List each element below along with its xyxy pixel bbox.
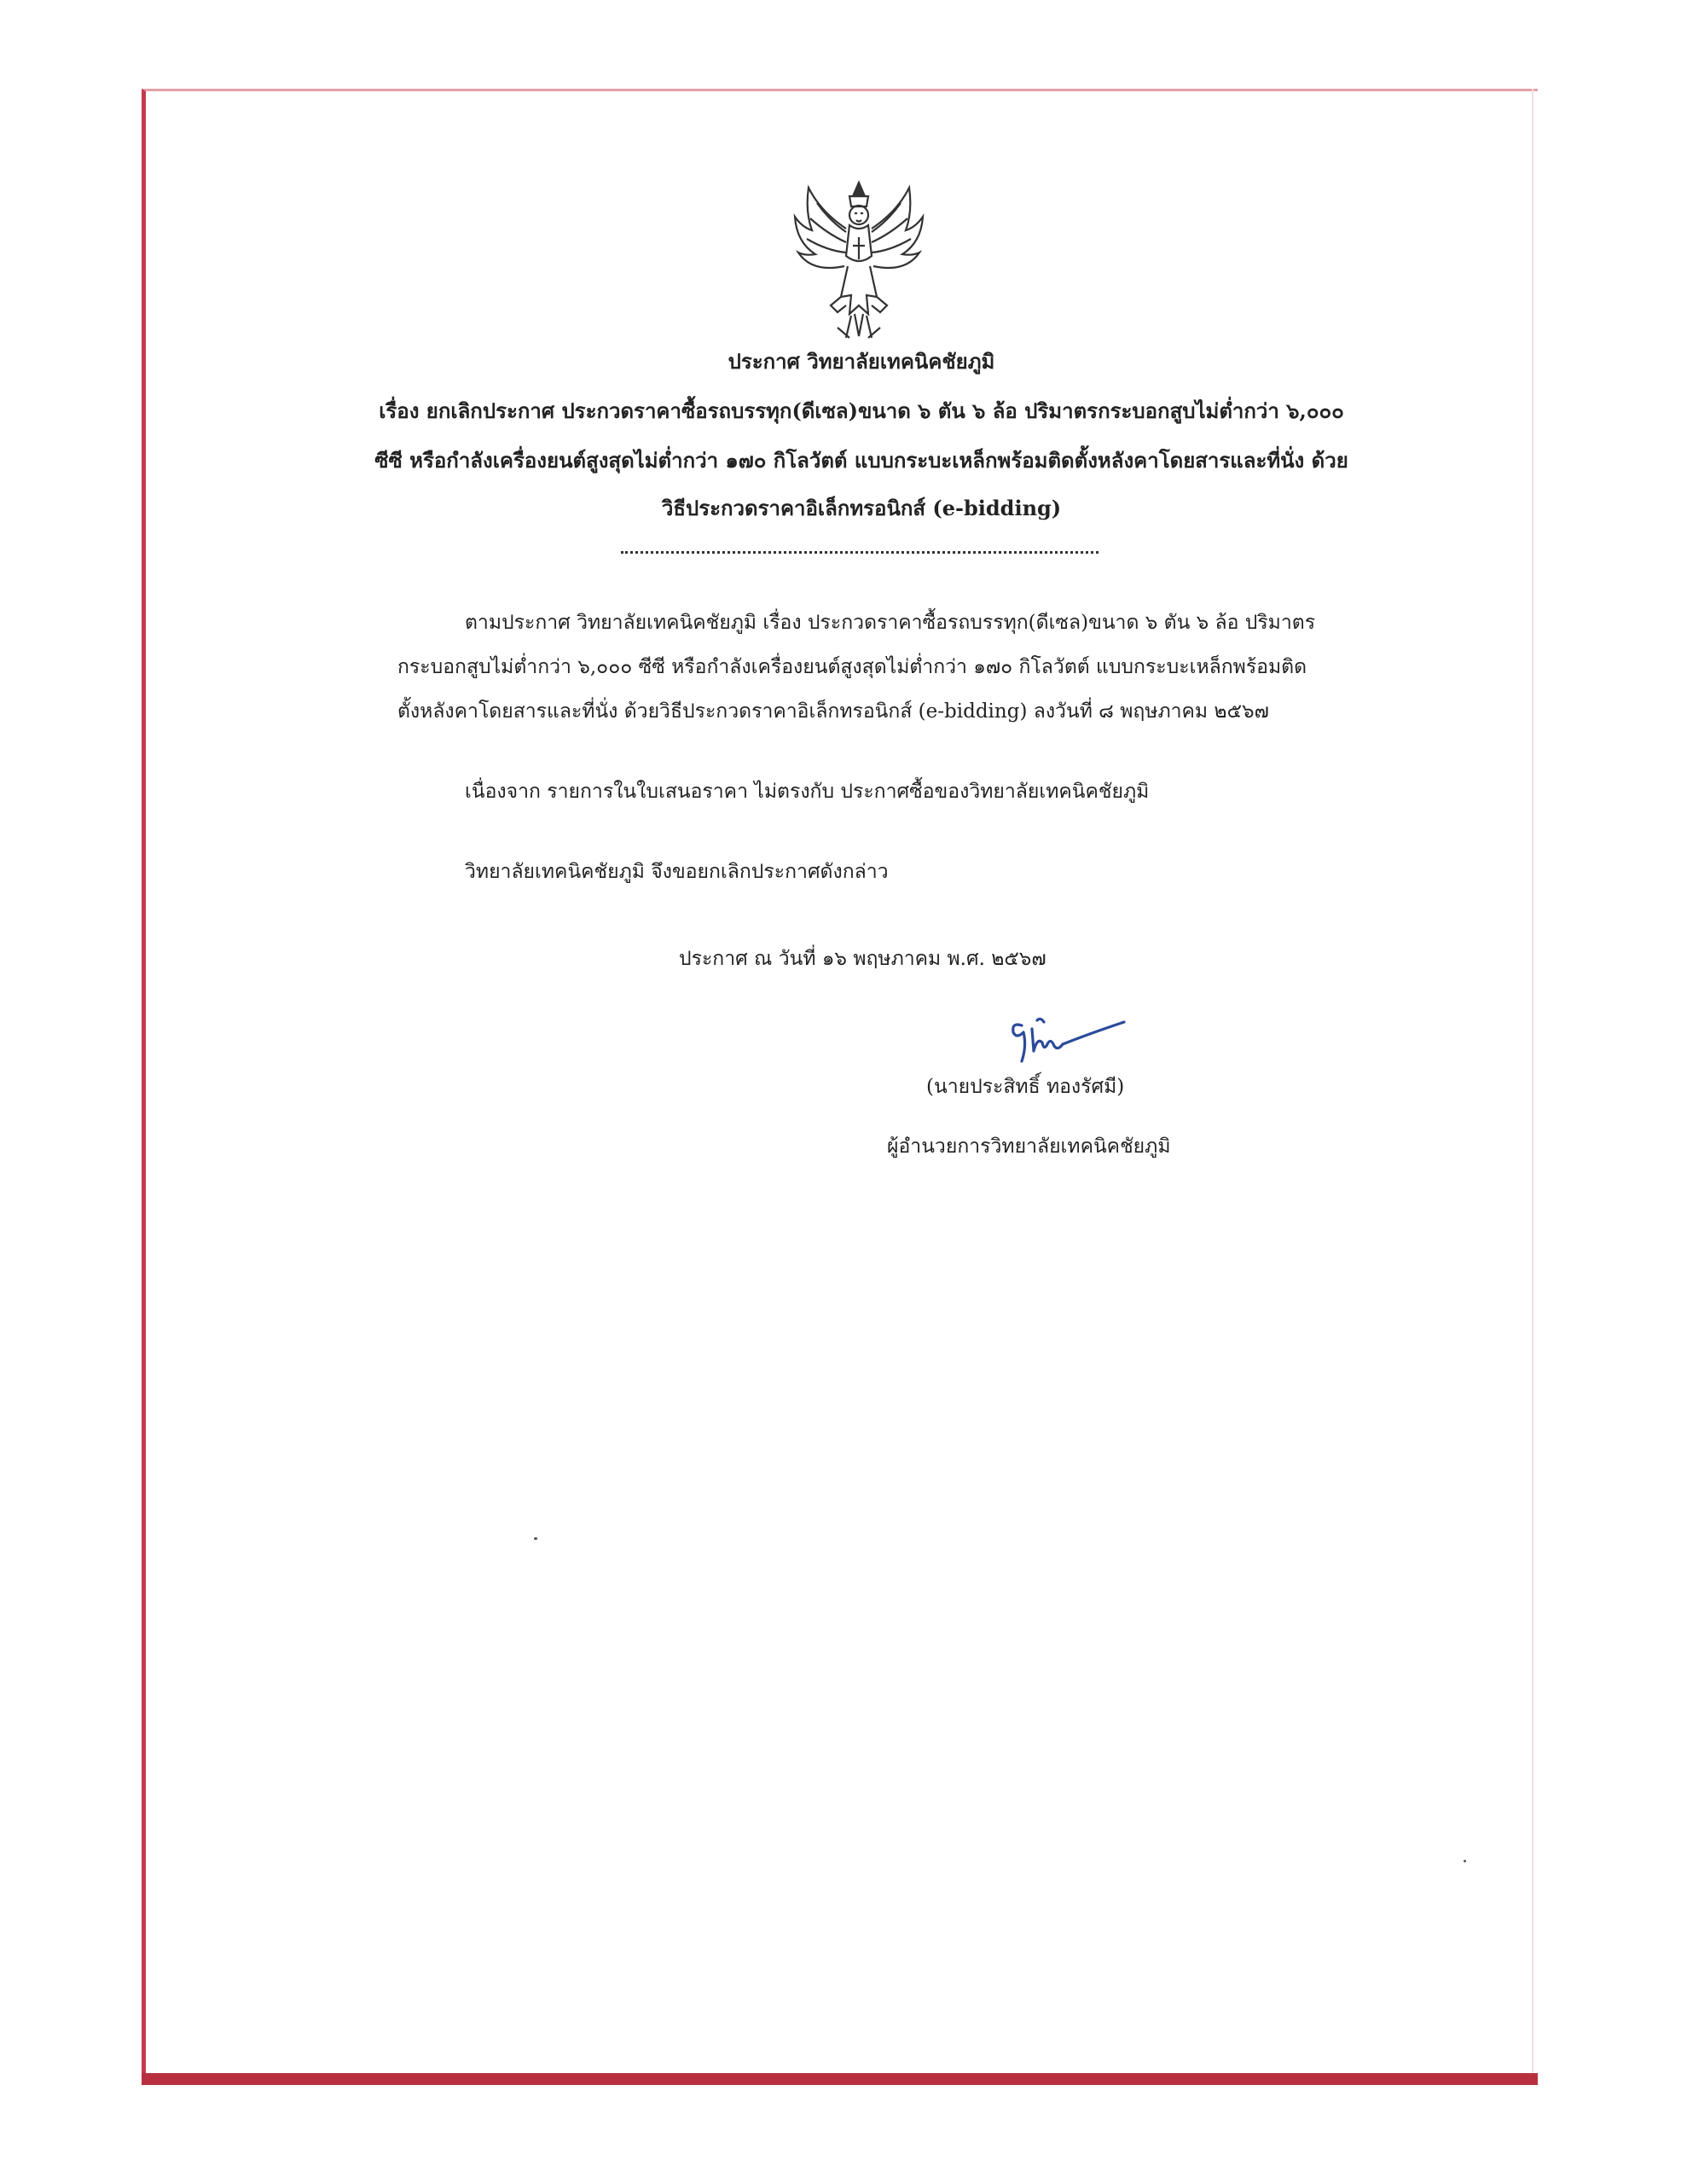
dotted-divider xyxy=(621,551,1099,554)
subject-line-1 xyxy=(358,394,1365,427)
garuda-emblem-icon xyxy=(786,177,931,341)
paper-speck xyxy=(1464,1860,1466,1862)
announcement-title: ประกาศ วิทยาลัยเทคนิคชัยภูมิ xyxy=(728,349,995,374)
body-paragraph-1-line-1: ตามประกาศ วิทยาลัยเทคนิคชัยภูมิ เรื่อง ประกวดราคาซื้อรถบรรทุก(ดีเซล)ขนาด ๖ ตัน ๖ ล้อ ปริมาตร xyxy=(465,612,1316,634)
signer-name: (นายประสิทธิ์ ทองรัศมี) xyxy=(926,1076,1125,1098)
paper-speck xyxy=(534,1537,537,1540)
signer-position: ผู้อำนวยการวิทยาลัยเทคนิคชัยภูมิ xyxy=(887,1136,1171,1158)
subject-line-3: วิธีประกวดราคาอิเล็กทรอนิกส์ (e-bidding) xyxy=(661,496,1062,520)
subject-line-2: ซีซี หรือกำลังเครื่องยนต์สูงสุดไม่ต่ำกว่า ๑๗๐ กิโลวัตต์ แบบกระบะเหล็กพร้อมติดตั้งหลังคาโดยสารและที่นั่ง ด้วย xyxy=(374,448,1348,473)
announcement-date: ประกาศ ณ วันที่ ๑๖ พฤษภาคม พ.ศ. ๒๕๖๗ xyxy=(679,948,1046,970)
body-paragraph-1-line-3: ตั้งหลังคาโดยสารและที่นั่ง ด้วยวิธีประกวดราคาอิเล็กทรอนิกส์ (e-bidding) ลงวันที่ ๘ พฤษภาคม ๒๕๖๗ xyxy=(397,700,1269,723)
body-paragraph-1-line-2: กระบอกสูบไม่ต่ำกว่า ๖,๐๐๐ ซีซี หรือกำลังเครื่องยนต์สูงสุดไม่ต่ำกว่า ๑๗๐ กิโลวัตต์ แบบกระบะเหล็กพร้อมติด xyxy=(397,656,1307,678)
signature-icon xyxy=(1003,1012,1131,1068)
page-bottom-edge xyxy=(142,2073,1538,2085)
body-paragraph-3: วิทยาลัยเทคนิคชัยภูมิ จึงขอยกเลิกประกาศดังกล่าว xyxy=(465,861,889,883)
document-page xyxy=(142,89,1538,2076)
page-right-edge xyxy=(1532,89,1533,2073)
subject-label: เรื่อง xyxy=(379,398,420,423)
subject-text-1: ยกเลิกประกาศ ประกวดราคาซื้อรถบรรทุก(ดีเซล)ขนาด ๖ ตัน ๖ ล้อ ปริมาตรกระบอกสูบไม่ต่ำกว่า ๖,๐๐๐ xyxy=(426,398,1344,423)
body-paragraph-2: เนื่องจาก รายการในใบเสนอราคา ไม่ตรงกับ ประกาศซื้อของวิทยาลัยเทคนิคชัยภูมิ xyxy=(465,781,1150,803)
